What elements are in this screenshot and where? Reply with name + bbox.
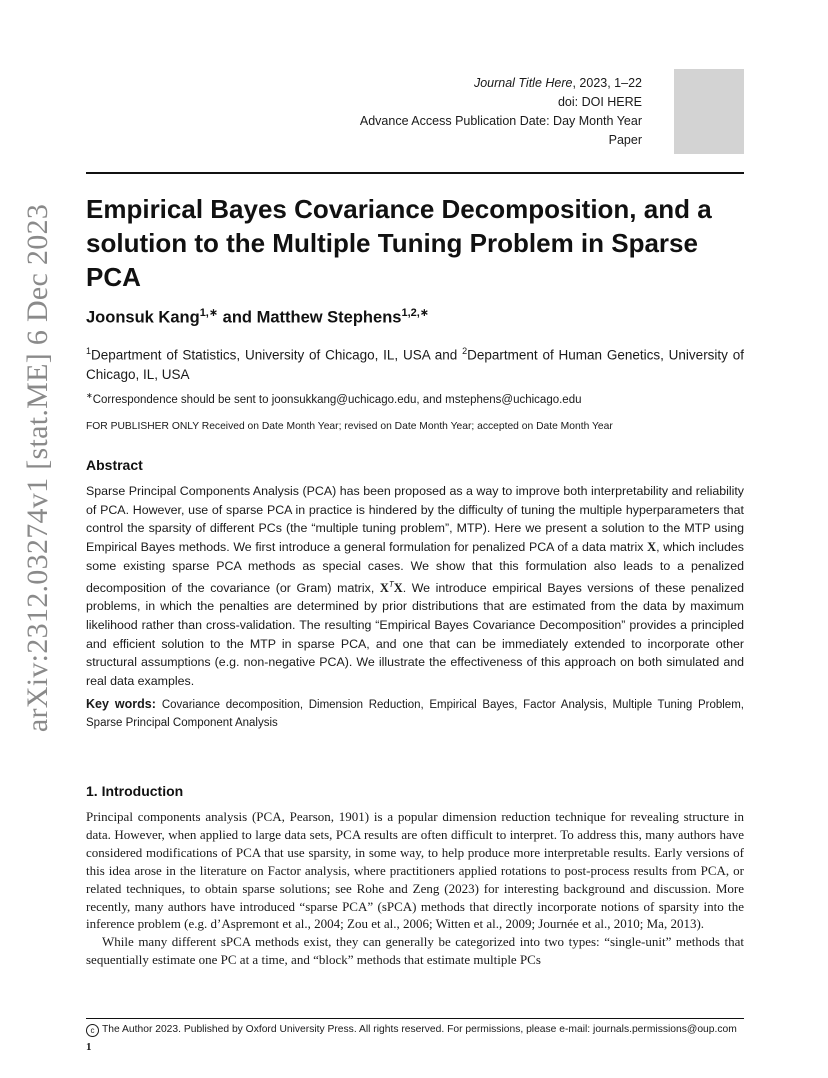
abstract-text: Sparse Principal Components Analysis (PCA) has been proposed as a way to improve both interpretability and reliability of PCA. However, use of sparse PCA in practice is hindered by the difficulty of tuning the multiple hyperparameters that control the sparsity of different PCs (the “multiple tuning problem”, MTP). Here we present a solution to the MTP using Empirical Bayes methods. We first introduce a general formulation for penalized PCA of a data matrix [86, 484, 744, 555]
introduction-body [86, 808, 744, 969]
journal-title: Journal Title Here [473, 76, 573, 90]
arxiv-stamp [8, 178, 68, 758]
author-name: Joonsuk Kang [86, 308, 200, 327]
affiliation-2: Department of Human Genetics, University of Chicago, IL, USA [86, 347, 744, 382]
abstract-body [86, 482, 744, 691]
copyright-icon: c [86, 1024, 99, 1037]
affil-marker: 2 [462, 346, 468, 356]
affil-marker: 1 [86, 346, 92, 356]
paper-type: Paper [608, 133, 642, 147]
math-symbol: X [393, 580, 403, 595]
abstract-text: . We introduce empirical Bayes versions of these penalized problems, in which the penalties are determined by prior distributions that are estimated from the data by maximum likelihood rather than cross-validation. The resulting “Empirical Bayes Covariance Decomposition” provides a principled and efficient solution to the MTP in sparse PCA, and one that can be immediately extended to incorporate other structural assumptions (e.g. non-negative PCA). We illustrate the effectiveness of this approach on both simulated and real data examples. [86, 580, 744, 689]
access-date: Advance Access Publication Date: Day Month Year [359, 114, 642, 128]
journal-year-pages: , 2023, 1–22 [572, 76, 642, 90]
abstract-text: , which includes some existing sparse PCA methods as special cases. We show that this formulation also leads to a penalized decomposition of the covariance (or Gram) matrix, [86, 540, 744, 595]
keywords-label: Key words: [86, 697, 156, 711]
journal-logo-placeholder [674, 69, 744, 154]
author-joiner: and [218, 308, 257, 327]
keywords [86, 695, 744, 732]
corr-marker: ∗ [86, 391, 93, 400]
paragraph: While many different sPCA methods exist, they can generally be categorized into two types: “single-unit” methods that sequentially estimate one PC at a time, and “block” methods that estimate multiple PCs [86, 934, 744, 968]
footer-rule [86, 1018, 744, 1019]
keywords-text: Covariance decomposition, Dimension Reduction, Empirical Bayes, Factor Analysis, Multiple Tuning Problem, Sparse Principal Component Analysis [86, 699, 744, 729]
math-symbol: X [647, 540, 657, 555]
author-name: Matthew Stephens [256, 308, 402, 327]
header-rule [86, 172, 744, 174]
author-affil-marker: 1,2,∗ [401, 307, 430, 319]
journal-header [360, 74, 642, 150]
journal-line [360, 74, 642, 93]
paper-title: Empirical Bayes Covariance Decomposition, and a solution to the Multiple Tuning Problem in Sparse PCA [86, 194, 712, 292]
math-symbol: X [379, 580, 389, 595]
affiliation-1: Department of Statistics, University of Chicago, IL, USA and [91, 347, 463, 363]
doi: doi: DOI HERE [557, 95, 642, 109]
abstract-heading: Abstract [86, 457, 143, 473]
math-superscript: T [388, 579, 394, 589]
copyright-text: The Author 2023. Published by Oxford University Press. All rights reserved. For permissions, please e-mail: journals.permissions@oup.com [102, 1024, 737, 1035]
correspondence-text: Correspondence should be sent to joonsukkang@uchicago.edu, and mstephens@uchicago.edu [92, 393, 582, 406]
copyright-notice [86, 1024, 737, 1037]
page-number: 1 [86, 1041, 92, 1053]
arxiv-id: arXiv:2312.03274v1 [stat.ME] 6 Dec 2023 [21, 203, 54, 733]
paragraph: Principal components analysis (PCA, Pearson, 1901) is a popular dimension reduction technique for revealing structure in data. However, when applied to large data sets, PCA results are often difficult to interpret. To address this, many authors have considered modifications of PCA that use sparsity, in some way, to help produce more interpretable results. Early versions of this idea arose in the literature on Factor analysis, where practitioners applied rotations to post-process results from PCA, or related techniques, to obtain sparse solutions; see Rohe and Zeng (2023) for interesting background and discussion. More recently, many authors have introduced “sparse PCA” (sPCA) methods that directly incorporate notions of sparsity into the inference problem (e.g. d’Aspremont et al., 2004; Zou et al., 2006; Witten et al., 2009; Journée et al., 2010; Ma, 2013). [86, 809, 744, 932]
authors [86, 306, 429, 328]
section-heading: 1. Introduction [86, 783, 184, 799]
correspondence [86, 391, 582, 406]
affiliations [86, 342, 744, 384]
author-affil-marker: 1,∗ [199, 307, 219, 319]
publisher-note: FOR PUBLISHER ONLY Received on Date Month Year; revised on Date Month Year; accepted on Date Month Year [86, 421, 613, 432]
